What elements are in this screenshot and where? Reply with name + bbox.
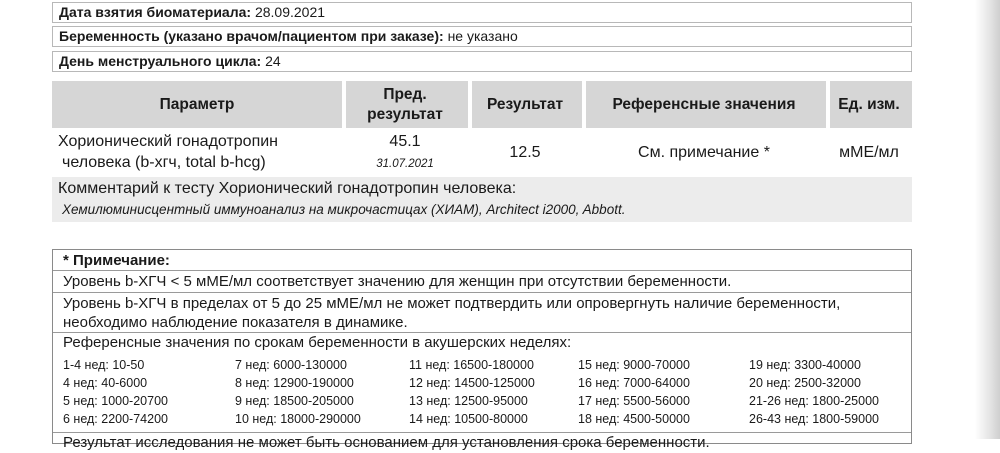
weeks-entry: 8 нед: 12900-190000 xyxy=(235,376,354,390)
header-units: Ед. изм. xyxy=(838,95,900,113)
prev-result-date: 31.07.2021 xyxy=(376,158,434,170)
weeks-entry: 14 нед: 10500-80000 xyxy=(409,412,528,426)
page-edge-shadow xyxy=(975,0,1000,439)
prev-result-value: 45.1 xyxy=(389,133,421,150)
note-line-2b: необходимо наблюдение показателя в динамике. xyxy=(63,314,408,331)
pregnancy-label: Беременность (указано врачом/пациентом при заказе): xyxy=(59,28,444,44)
pregnancy-row xyxy=(52,26,912,47)
units-value: мМЕ/мл xyxy=(839,144,899,161)
weeks-entry: 5 нед: 1000-20700 xyxy=(63,394,168,408)
comment-title: Комментарий к тесту Хорионический гонадотропин человека: xyxy=(58,180,517,197)
weeks-entry: 16 нед: 7000-64000 xyxy=(578,376,690,390)
weeks-column-4 xyxy=(578,356,690,428)
weeks-entry: 1-4 нед: 10-50 xyxy=(63,358,145,372)
weeks-entry: 9 нед: 18500-205000 xyxy=(235,394,354,408)
header-prev-result-line1: Пред. xyxy=(383,85,427,103)
param-name-line2: человека (b-хгч, total b-hcg) xyxy=(62,154,266,171)
results-table-header xyxy=(52,81,912,128)
weeks-entry: 19 нед: 3300-40000 xyxy=(749,358,861,372)
note-line-2a: Уровень b-ХГЧ в пределах от 5 до 25 мМЕ/мл не может подтвердить или опровергнуть наличие беременности, xyxy=(63,295,841,312)
header-prev-result xyxy=(342,81,472,128)
sample-date-value: 28.09.2021 xyxy=(254,4,326,20)
header-parameter: Параметр xyxy=(52,81,346,128)
sample-date-row xyxy=(52,2,912,23)
weeks-entry: 4 нед: 40-6000 xyxy=(63,376,148,390)
weeks-entry: 26-43 нед: 1800-59000 xyxy=(749,412,879,426)
header-reference: Референсные значения xyxy=(582,81,830,128)
cycle-day-row xyxy=(52,51,912,72)
weeks-entry: 18 нед: 4500-50000 xyxy=(578,412,690,426)
weeks-entry: 6 нед: 2200-74200 xyxy=(63,412,168,426)
weeks-column-2 xyxy=(235,356,361,428)
weeks-entry: 12 нед: 14500-125000 xyxy=(409,376,535,390)
weeks-entry: 10 нед: 18000-290000 xyxy=(235,412,361,426)
test-comment xyxy=(52,177,912,222)
weeks-column-3 xyxy=(409,356,535,428)
sample-date-label: Дата взятия биоматериала: xyxy=(59,4,252,20)
weeks-entry: 15 нед: 9000-70000 xyxy=(578,358,690,372)
note-last-line: Результат исследования не может быть основанием для установления срока беременности. xyxy=(63,434,710,451)
weeks-entry: 13 нед: 12500-95000 xyxy=(409,394,528,408)
reference-value: См. примечание * xyxy=(638,144,770,161)
results-table-row xyxy=(52,128,912,176)
weeks-entry: 17 нед: 5500-56000 xyxy=(578,394,690,408)
note-line-1: Уровень b-ХГЧ < 5 мМЕ/мл соответствует значению для женщин при отсутствии беременности. xyxy=(53,271,911,293)
weeks-entry: 7 нед: 6000-130000 xyxy=(235,358,347,372)
comment-text: Хемилюминисцентный иммуноанализ на микрочастицах (ХИАМ), Architect i2000, Abbott. xyxy=(62,202,626,217)
weeks-entry: 21-26 нед: 1800-25000 xyxy=(749,394,879,408)
weeks-title: Референсные значения по срокам беременности в акушерских неделях: xyxy=(63,334,572,351)
param-name-line1: Хорионический гонадотропин xyxy=(58,133,279,150)
pregnancy-value: не указано xyxy=(447,28,518,44)
weeks-entry: 11 нед: 16500-180000 xyxy=(409,358,534,372)
param-name xyxy=(58,131,278,173)
header-result: Результат xyxy=(468,81,586,128)
cycle-day-value: 24 xyxy=(265,53,281,69)
weeks-entry: 20 нед: 2500-32000 xyxy=(749,376,861,390)
result-value: 12.5 xyxy=(509,144,541,161)
weeks-column-1 xyxy=(63,356,168,428)
cycle-day-label: День менструального цикла: xyxy=(59,53,262,69)
header-prev-result-line2: результат xyxy=(367,105,443,123)
note-line-2 xyxy=(53,293,911,333)
note-title: * Примечание: xyxy=(53,250,911,271)
weeks-column-5 xyxy=(749,356,879,428)
